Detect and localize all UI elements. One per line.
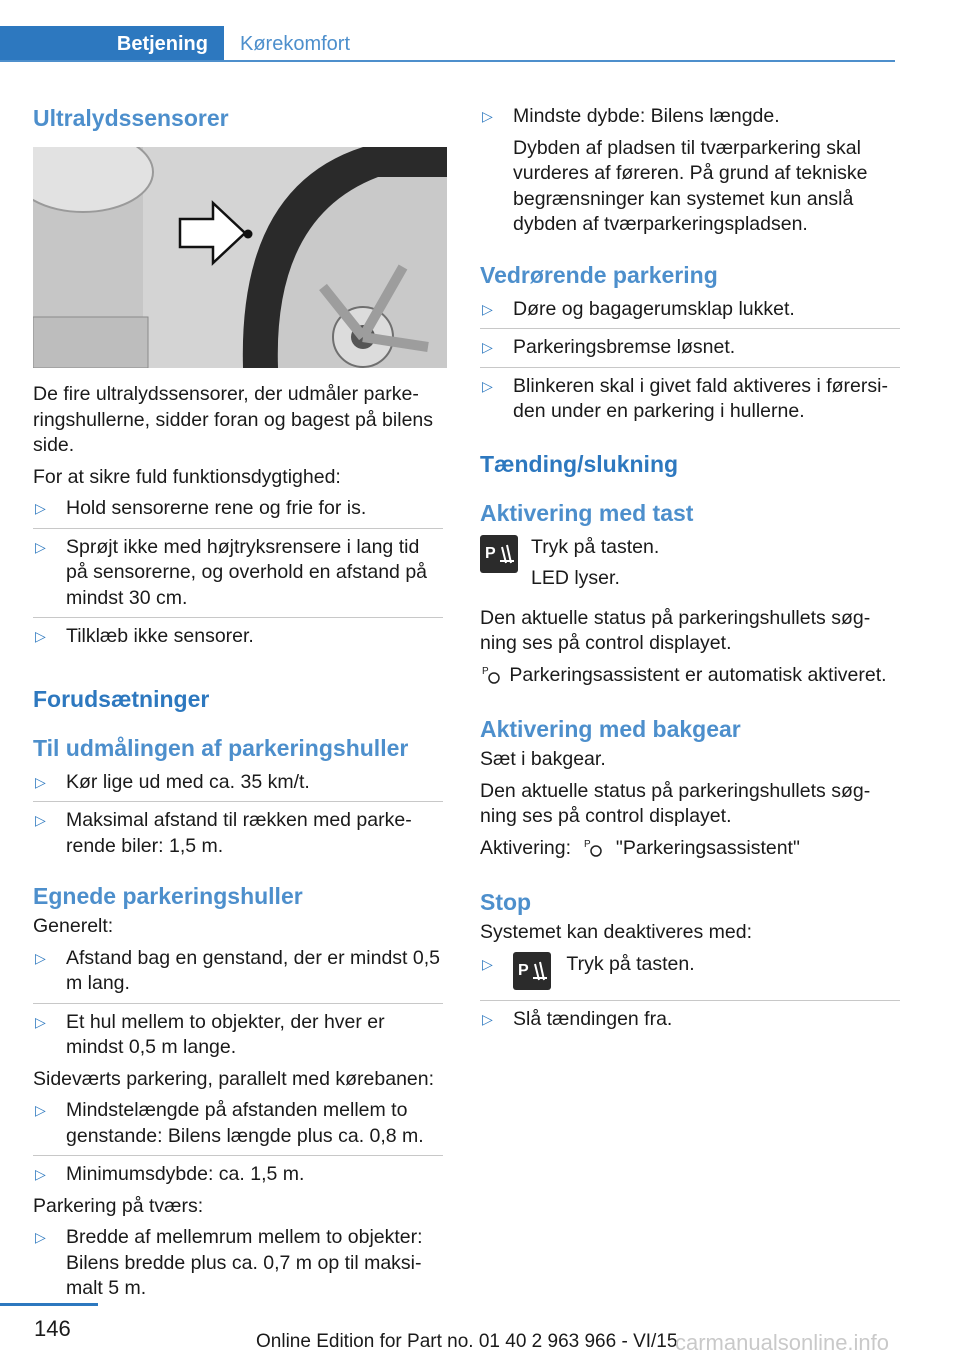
cross-list [33,1225,443,1302]
heading-activation-reverse: Aktivering med bakgear [480,716,741,742]
list-item: ▷ Hold sensorerne rene og frie for is. [33,496,443,529]
tab-korekomfort[interactable]: Kørekomfort [240,32,351,55]
heading-measuring: Til udmålingen af parkeringshuller [33,734,409,761]
list-item: ▷ Tilklæb ikke sensorer. [33,624,443,650]
right-column [480,100,900,1032]
depth-list [480,104,900,130]
tab-betjening[interactable]: Betjening [0,26,224,62]
depth-description: Dybden af pladsen til tværparkering skal vurderes af føreren. På grund af tekniske begrænsninger kan systemet kun anslå dybden af tværparkeringspladsen. [513,136,868,235]
heading-regarding-parking: Vedrørende parkering [480,261,718,288]
svg-text:P: P [482,665,489,677]
ensure-intro: For at sikre fuld funktionsdygtighed: [33,465,341,488]
measuring-list [33,770,443,860]
general-list [33,946,443,1061]
heading-on-off: Tænding/slukning [480,450,679,477]
heading-suitable-spaces: Egnede parkeringshuller [33,883,303,909]
sensors-description: De fire ultralydssensorer, der udmåler parkeringshullerne, sidder foran og bagest på bilens side. [33,383,434,456]
activation-value: "Parkeringsassistent" [615,836,800,859]
auto-activated-label: Parkeringsassistent er automatisk aktiveret. [509,663,887,686]
stop-press-text: Tryk på tasten. [566,952,695,975]
left-column [33,100,443,1302]
svg-text:P: P [584,838,592,850]
park-assist-icon [480,663,504,693]
parallel-label: Sideværts parkering, parallelt med kørebanen: [33,1067,435,1090]
status-text-2: Den aktuelle status på parkeringshullets søgning ses på control displayet. [480,779,871,827]
header-rule [0,60,895,62]
list-item: ▷ Sprøjt ikke med højtryksrensere i lang tid på sensorerne, og overhold en afstand på mindst 30 cm. [33,535,443,619]
auto-activated-text [480,663,900,693]
park-assist-button-icon [480,535,518,573]
watermark: carmanualsonline.info [675,1330,890,1355]
heading-prerequisites: Forudsætninger [33,685,210,712]
park-assist-icon [576,836,610,866]
heading-activation-button: Aktivering med tast [480,499,694,526]
sensor-photo [33,147,447,368]
led-text: LED lyser. [531,567,620,589]
regarding-list [480,297,900,425]
list-item: ▷ Parkeringsbremse løsnet. [480,335,900,368]
engage-reverse-text: Sæt i bakgear. [480,748,606,770]
edition-text: Online Edition for Part no. 01 40 2 963 966 - VI/15 [256,1331,678,1352]
ensure-list [33,496,443,650]
list-item: ▷ Slå tændingen fra. [480,1007,900,1033]
list-item: ▷ Blinkeren skal i givet fald aktiveres i førersiden under en parkering i hullerne. [480,374,900,425]
svg-text:P: ▷ P [518,961,529,979]
cross-label: Parkering på tværs: [33,1194,204,1217]
chapter-tabs [0,26,895,62]
heading-stop: Stop [480,889,532,915]
activation-label: Aktivering: [480,836,572,859]
list-item: ▷ Afstand bag en genstand, der er mindst 0,5 m lang. [33,946,443,1004]
button-instruction [480,535,900,592]
activation-line [480,836,900,866]
list-item: ▷ Maksimal afstand til rækken med parkerende biler: 1,5 m. [33,808,443,859]
list-item: ▷ Døre og bagagerumsklap lukket. [480,297,900,330]
list-item: ▷ Mindste dybde: Bilens længde. [480,104,900,130]
stop-text: Systemet kan deaktiveres med: [480,921,753,943]
heading-ultrasonic-sensors: Ultralydssensorer [33,105,229,131]
page-number: 146 [34,1316,71,1341]
list-item [480,952,900,1001]
park-assist-button-icon [513,952,551,990]
list-item: ▷ Mindstelængde på afstanden mellem to genstande: Bilens længde plus ca. 0,8 m. [33,1098,443,1156]
list-item: ▷ Bredde af mellemrum mellem to objekter: Bilens bredde plus ca. 0,7 m op til maksimalt 5 m. [33,1225,443,1302]
svg-text:P: P [485,544,496,562]
general-label: Generelt: [33,915,114,937]
press-button-text: Tryk på tasten. [531,535,660,558]
list-item: ▷ Minimumsdybde: ca. 1,5 m. [33,1162,443,1188]
list-item: ▷ Kør lige ud med ca. 35 km/t. [33,770,443,803]
footer-rule [0,1303,98,1306]
stop-list [480,952,900,1033]
parallel-list [33,1098,443,1188]
status-text: Den aktuelle status på parkeringshullets søgning ses på control displayet. [480,606,871,654]
list-item: ▷ Et hul mellem to objekter, der hver er mindst 0,5 m lange. [33,1010,443,1061]
